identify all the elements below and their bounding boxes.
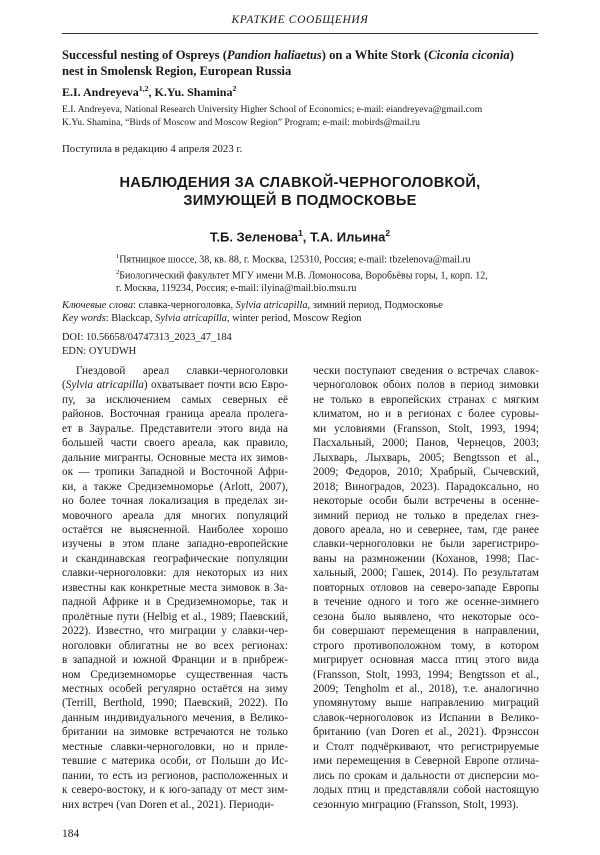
body-text-line: и скандинавская географические популяции: [62, 552, 288, 565]
body-text-line: Гнездовой ареал славки-черноголовки: [76, 365, 288, 377]
body-text-line: данным индивидуального мечения, в Велико-: [62, 711, 288, 724]
body-column-left: [62, 364, 288, 812]
body-text-line: ок — тропики Западной и Восточной Афри-: [62, 466, 288, 479]
body-text-line: чески поступают сведения о встречах славок-: [313, 365, 539, 377]
body-text-line: Лыхварь, Лыхварь, 2005; Bengtsson et al.,: [313, 451, 539, 464]
body-text-line: изучены в этом плане западно-европейские: [62, 538, 288, 551]
body-text-line: известны как конкретные места зимовок в За-: [62, 581, 288, 594]
received-date: Поступила в редакцию 4 апреля 2023 г.: [62, 143, 243, 155]
body-text-line: (Fransson, Stolt, 1993, 1994; Bengtsson et al.,: [313, 668, 539, 681]
body-text-line: славки-черноголовки не были зарегистриро-: [313, 538, 539, 551]
body-text-line: в западной и южной Франции и в прибреж-: [62, 654, 288, 667]
keywords-block: [62, 300, 540, 326]
author-affiliation-mark: 1: [298, 228, 303, 238]
author-name: E.I. Andreyeva: [62, 85, 139, 99]
body-text-line: тевшие с материка особи, от Польши до Ис-: [62, 755, 288, 768]
body-text-line: славки-черноголовки: для некоторых из них: [62, 567, 288, 580]
body-text-line: 2009; Tengholm et al., 2018), т.е. аналогично: [313, 682, 539, 695]
article-title-line: ЗИМУЮЩЕЙ В ПОДМОСКОВЬЕ: [183, 192, 417, 209]
affiliation-text: Биологический факультет МГУ имени М.В. Ломоносова, Воробьёвы горы, 1, корп. 12,: [119, 270, 488, 282]
body-text-line: в течение одного и того же осенне-зимнего: [313, 596, 539, 609]
identifiers: [62, 331, 232, 359]
body-text-line: черноголовок обоих полов в период зимовки: [313, 379, 539, 392]
body-text-line: (Sylvia atricapilla) охватывает почти всю Евро-: [62, 379, 288, 392]
keywords-ru: [62, 300, 540, 313]
body-text-line: строго противоположном тому, в котором: [313, 639, 539, 652]
body-text-line: не только в европейских странах с мягким: [313, 393, 539, 406]
body-text-line: мигрирует основная масса птиц этого вида: [313, 654, 539, 667]
english-affiliations: [62, 104, 540, 129]
keywords-ru-label: Ключевые слова: [62, 300, 134, 311]
english-title-line: nest in Smolensk Region, European Russia: [62, 64, 292, 78]
body-text-line: падной Африке и в Средиземноморье, так и: [62, 596, 288, 609]
body-text-line: ки, а также Средиземноморье (Arlott, 2007),: [62, 480, 288, 493]
article-affiliations: [116, 251, 540, 295]
body-text-line: них встреч (van Doren et al., 2021). Периоди-: [62, 798, 275, 811]
body-text-line: местные славки-черноголовки, но и приле-: [62, 740, 288, 753]
body-text-line: упомянутому выше направлению миграций: [313, 697, 539, 710]
author-name: Т.А. Ильина: [310, 229, 386, 245]
english-title-line: Successful nesting of Ospreys (Pandion haliaetus) on a White Stork (Ciconia ciconia): [62, 48, 514, 62]
affiliation-mark: 1: [116, 253, 120, 260]
affiliation-line: [116, 251, 540, 267]
author-affiliation-mark: 2: [385, 228, 391, 238]
article-title-line: НАБЛЮДЕНИЯ ЗА СЛАВКОЙ-ЧЕРНОГОЛОВКОЙ,: [119, 175, 481, 191]
author-separator: ,: [148, 85, 155, 99]
body-text-line: сезона было выявлено, что некоторые осо-: [313, 610, 539, 623]
body-text-line: но более точная локализация в пределах зи-: [62, 495, 288, 508]
body-text-line: лись по срокам и дальности от дисперсии мо-: [313, 769, 539, 782]
body-text-line: 2022). Известно, что миграции у славки-чер-: [62, 625, 288, 638]
body-text-line: большей части своего ареала, как правило,: [62, 437, 288, 450]
body-text-line: остаётся не выясненной. Наиболее хорошо: [62, 523, 288, 536]
body-column-right: [313, 364, 539, 812]
keywords-en-label: Key words: [62, 312, 106, 324]
author-affiliation-mark: 2: [232, 84, 237, 93]
doi: DOI: 10.56658/04747313_2023_47_184: [62, 332, 232, 343]
affiliation-text: Пятницкое шоссе, 38, кв. 88, г. Москва, 125310, Россия; e-mail: tbzelenova@mail.ru: [119, 254, 471, 266]
body-text-line: климатом, но и в регионах с более суровы-: [313, 408, 539, 421]
body-text-line: повторных отловов на северо-западе Европы: [313, 581, 539, 594]
body-text-line: лодых птиц и представляли собой настоящую: [313, 784, 539, 797]
body-text-line: и Столт подчёркивают, что регистрируемые: [313, 740, 539, 753]
page-number: 184: [62, 828, 80, 840]
affiliation-line: K.Yu. Shamina, “Birds of Moscow and Moscow Region” Program; e-mail: mobirds@mail.ru: [62, 116, 420, 128]
body-text-line: 2009; Федоров, 2010; Храбрый, Сычевский,: [313, 466, 539, 479]
body-text-line: Пасхальный, 2000; Панов, Чернецов, 2003;: [313, 437, 539, 450]
body-text-line: (Terrill, Berthold, 1990; Паевский, 2022). По: [62, 697, 288, 710]
body-text-line: британию (van Doren et al., 2021). Фрэнссон: [313, 726, 539, 739]
body-text-line: ваны на размножении (Коханов, 1998; Пас-: [313, 552, 539, 565]
body-text-line: би совершают перемещения в направлении,: [313, 625, 539, 638]
body-text-line: дальние мигранты. Основные места их зимов-: [62, 451, 288, 464]
body-text-line: некоторые особи были встречены в осенне-: [313, 495, 539, 508]
body-text-line: пролётные пути (Helbig et al., 1989; Паевский,: [62, 610, 288, 623]
keywords-en-text: : Blackcap, Sylvia atricapilla, winter period, Moscow Region: [105, 312, 362, 324]
edn: EDN: OYUDWH: [62, 346, 137, 357]
body-text-line: ет в Зауралье. Представители этого вида на: [62, 422, 288, 435]
body-text-line: 2018; Виноградов, 2023). Парадоксально, но: [313, 480, 539, 493]
body-text-line: ноголовки облигатны не во всех регионах:: [62, 639, 288, 652]
author-name: Т.Б. Зеленова: [209, 229, 299, 245]
header-rule: [62, 33, 538, 34]
body-text-line: зимний период не только в пределах гнез-: [313, 509, 539, 522]
author-affiliation-mark: 1,2: [138, 84, 149, 93]
running-head: КРАТКИЕ СООБЩЕНИЯ: [231, 14, 369, 26]
body-text-line: пу, за исключением самых северных её: [62, 393, 288, 406]
body-text-line: сезонную миграцию (Fransson, Stolt, 1993).: [313, 798, 519, 811]
body-text-line: славок-черноголовок из Испании в Велико-: [313, 711, 539, 724]
english-title: [62, 47, 540, 79]
affiliation-line: [116, 267, 540, 283]
author-separator: ,: [302, 229, 311, 245]
body-text-line: ими перемещения в Северной Европе отлича-: [313, 755, 539, 768]
affiliation-mark: 2: [116, 268, 120, 276]
affiliation-line: E.I. Andreyeva, National Research University Higher School of Economics; e-mail: eiandreyeva@gmail.com: [62, 104, 483, 115]
keywords-ru-text: : славка-черноголовка, Sylvia atricapilla, зимний период, Подмосковье: [133, 300, 443, 311]
body-text-line: британии на зимовке встречаются не только: [62, 726, 288, 739]
article-title: [62, 175, 538, 210]
body-text-line: мовочного ареала для многих популяций: [62, 509, 288, 522]
author-name: K.Yu. Shamina: [154, 85, 233, 99]
body-text-line: хальный, 2000; Гашек, 2014). По результатам: [313, 567, 539, 580]
english-authors: [62, 84, 236, 100]
body-text-line: местных особей регулярно остаётся на зиму: [62, 682, 288, 695]
body-text-line: ми условиями (Fransson, Stolt, 1993, 1994;: [313, 422, 539, 435]
body-text-line: дового ареала, но и севернее, там, где ранее: [313, 523, 539, 536]
article-authors: [62, 228, 538, 244]
body-text-line: пании, то есть из регионов, расположенных и: [62, 769, 288, 782]
body-text-line: к северо-востоку, и к юго-западу от мест зим-: [62, 784, 288, 797]
body-text-line: ном Средиземноморье существенная часть: [62, 668, 288, 681]
keywords-en: [62, 313, 540, 326]
body-text-line: районов. Восточная граница ареала пролега-: [62, 408, 288, 421]
affiliation-line: г. Москва, 119234, Россия; e-mail: ilyina@mail.bio.msu.ru: [116, 282, 357, 294]
